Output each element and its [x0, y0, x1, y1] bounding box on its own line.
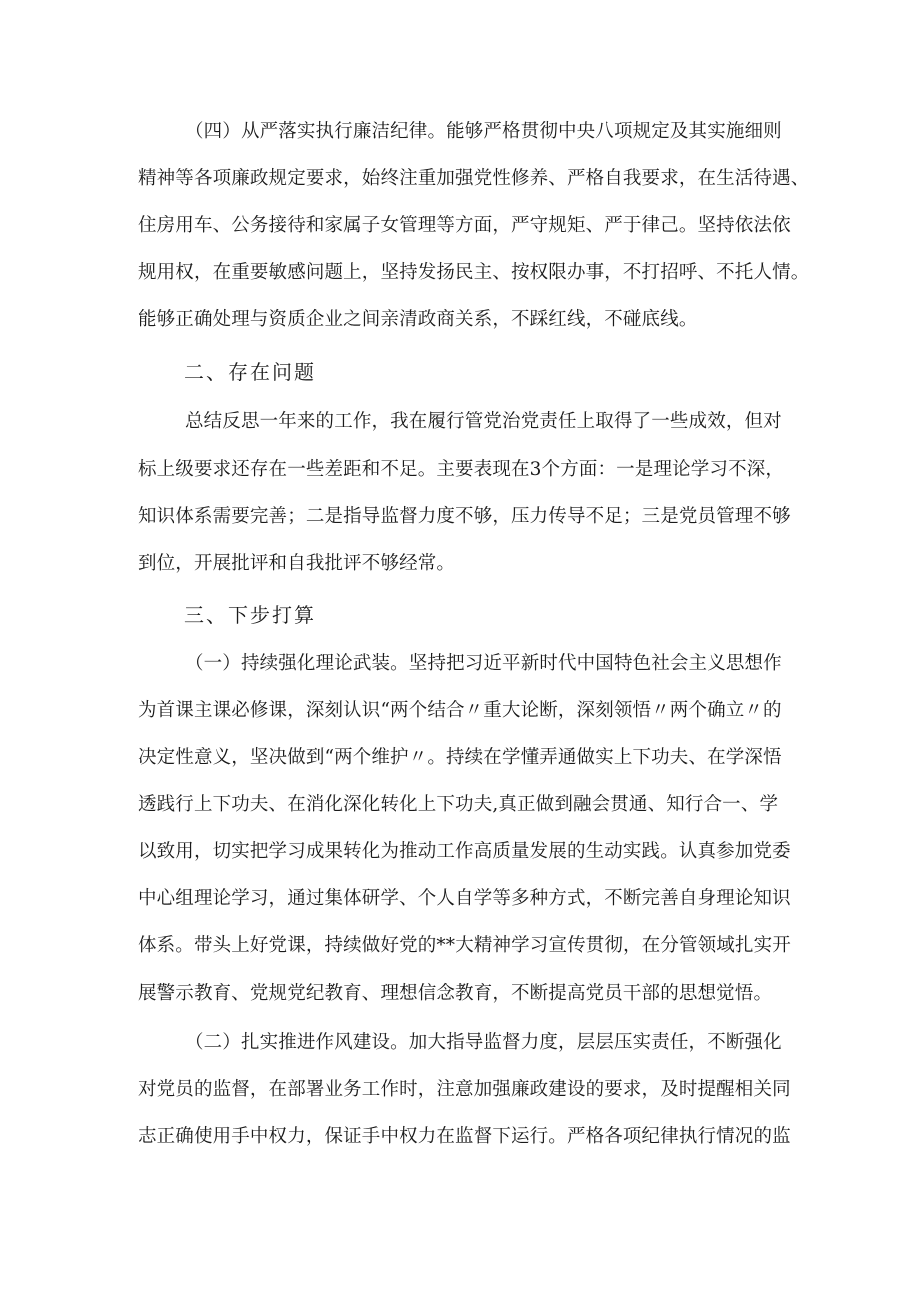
paragraph-line: 规用权，在重要敏感问题上，坚持发扬民主、按权限办事，不打招呼、不托人情。 [138, 262, 810, 283]
paragraph-line: 以致用，切实把学习成果转化为推动工作高质量发展的生动实践。认真参加党委 [138, 841, 791, 862]
paragraph-line: 总结反思一年来的工作，我在履行管党治党责任上取得了一些成效，但对 [185, 411, 782, 432]
paragraph-line: 决定性意义，坚决做到“两个维护〃。持续在学懂弄通做实上下功夫、在学深悟 [138, 747, 782, 768]
paragraph-line: 体系。带头上好党课，持续做好党的**大精神学习宣传贯彻，在分管领域扎实开 [138, 935, 791, 956]
paragraph-line: 透践行上下功夫、在消化深化转化上下功夫,真正做到融会贯通、知行合一、学 [138, 794, 779, 815]
section-heading-next-steps: 三、下步打算 [184, 603, 316, 627]
paragraph-line: 中心组理论学习，通过集体研学、个人自学等多种方式，不断完善自身理论知识 [138, 888, 791, 909]
paragraph-line: 能够正确处理与资质企业之间亲清政商关系，不踩红线，不碰底线。 [138, 309, 698, 330]
section-heading-problems: 二、存在问题 [184, 360, 316, 384]
paragraph-line: 展警示教育、党规党纪教育、理想信念教育，不断提高党员干部的思想觉悟。 [138, 983, 773, 1004]
paragraph-line: （一）持续强化理论武装。坚持把习近平新时代中国特色社会主义思想作 [185, 653, 782, 674]
paragraph-line: 为首课主课必修课，深刻认识“两个结合〃重大论断，深刻领悟〃两个确立〃的 [138, 700, 782, 721]
paragraph-line: 对党员的监督，在部署业务工作时，注意加强廉政建设的要求，及时提醒相关同 [138, 1079, 791, 1100]
paragraph-line: （四）从严落实执行廉洁纪律。能够严格贯彻中央八项规定及其实施细则 [185, 121, 782, 142]
paragraph-line: 标上级要求还存在一些差距和不足。主要表现在3个方面：一是理论学习不深， [138, 459, 785, 480]
paragraph-line: 志正确使用手中权力，保证手中权力在监督下运行。严格各项纪律执行情况的监 [138, 1126, 791, 1147]
paragraph-line: 知识体系需要完善；二是指导监督力度不够，压力传导不足；三是党员管理不够 [138, 506, 791, 527]
paragraph-line: 精神等各项廉政规定要求，始终注重加强党性修养、严格自我要求，在生活待遇、 [138, 168, 810, 189]
paragraph-line: 到位，开展批评和自我批评不够经常。 [138, 553, 456, 574]
paragraph-line: 住房用车、公务接待和家属子女管理等方面，严守规矩、严于律己。坚持依法依 [138, 215, 791, 236]
paragraph-line: （二）扎实推进作风建设。加大指导监督力度，层层压实责任，不断强化 [185, 1032, 782, 1053]
